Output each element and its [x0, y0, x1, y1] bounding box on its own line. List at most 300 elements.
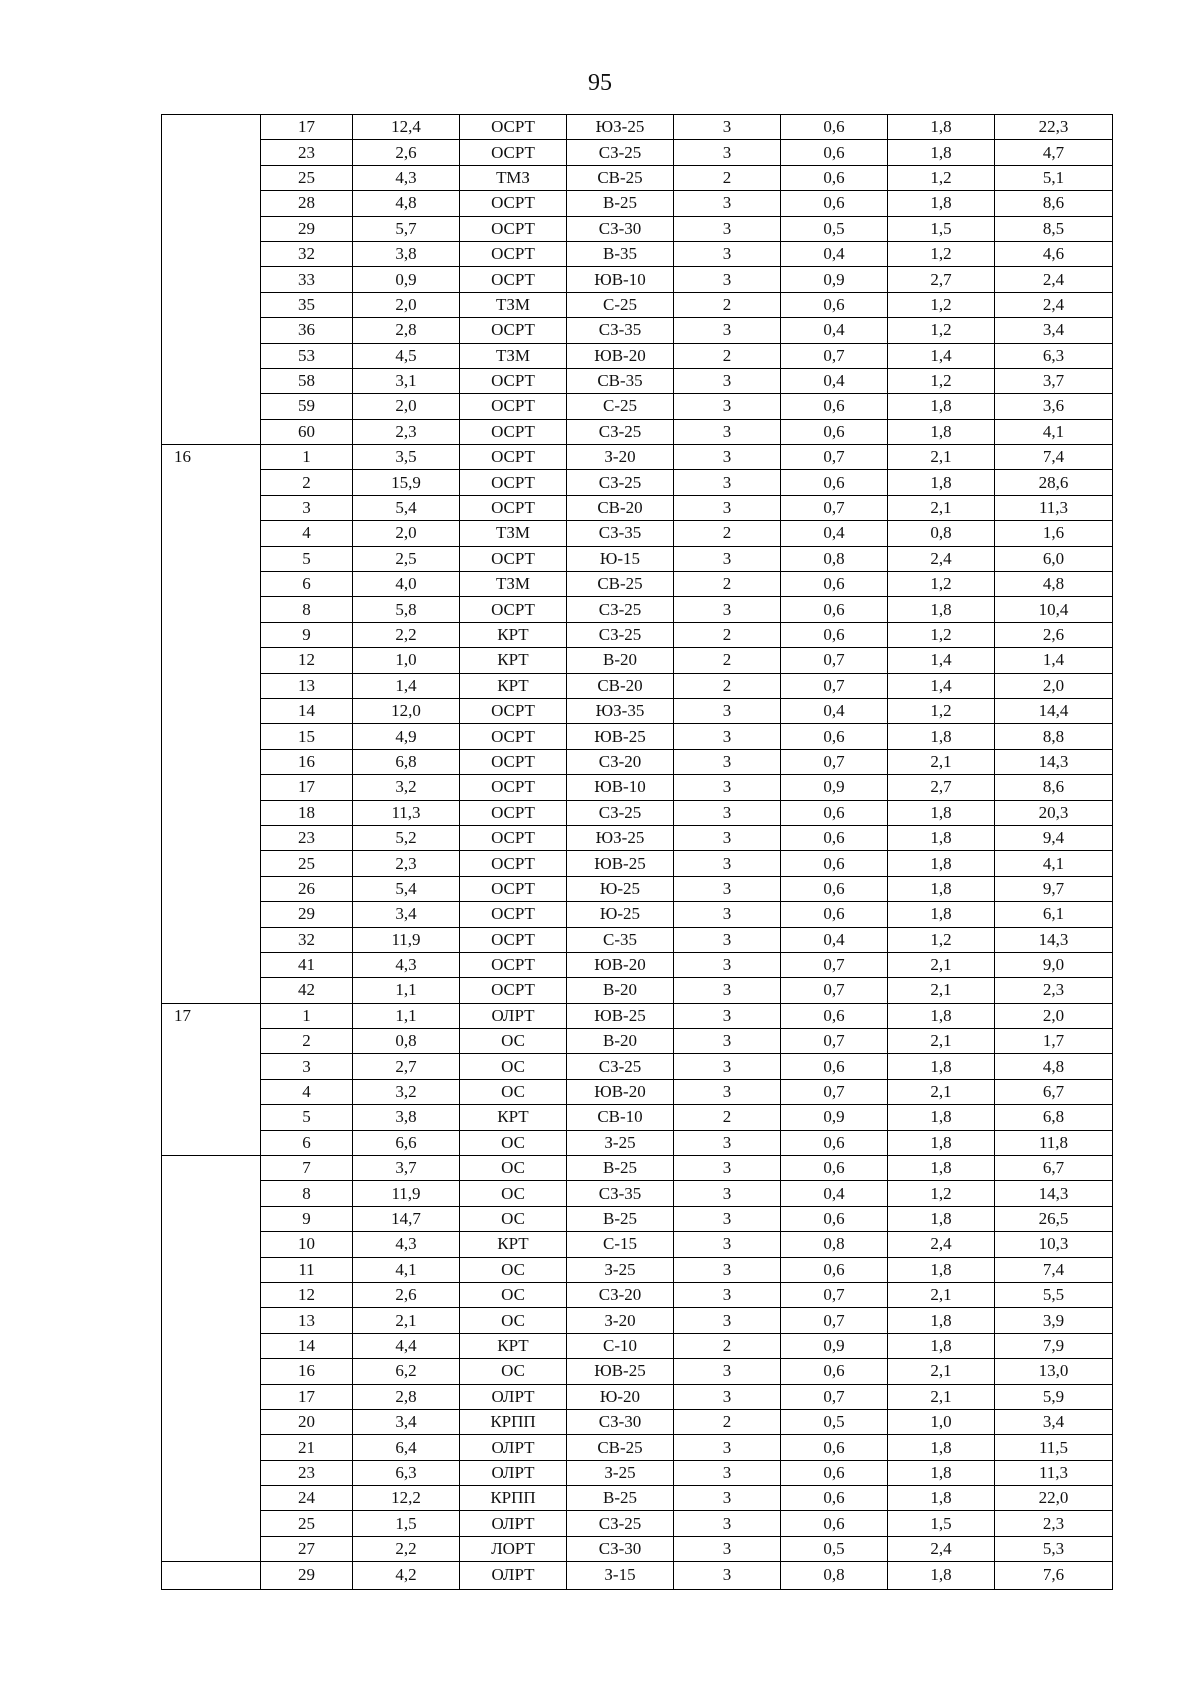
area-cell: 2,5	[353, 546, 460, 571]
factor-cell: 0,7	[781, 343, 888, 368]
area-cell: 5,4	[353, 876, 460, 901]
total-cell: 22,0	[995, 1486, 1113, 1511]
area-cell: 1,5	[353, 1511, 460, 1536]
exposure-cell: СЗ-25	[567, 419, 674, 444]
area-cell: 6,2	[353, 1359, 460, 1384]
group-label-cell: 17	[162, 1003, 261, 1155]
table-row	[162, 394, 1113, 419]
factor-cell: 0,6	[781, 825, 888, 850]
total-cell: 8,8	[995, 724, 1113, 749]
factor-cell: 0,6	[781, 1054, 888, 1079]
table-row	[162, 800, 1113, 825]
type-cell: ОСРТ	[460, 318, 567, 343]
value-cell: 1,8	[888, 115, 995, 140]
area-cell: 1,1	[353, 978, 460, 1003]
total-cell: 4,1	[995, 419, 1113, 444]
table-row	[162, 292, 1113, 317]
class-cell: 3	[674, 1384, 781, 1409]
exposure-cell: СЗ-25	[567, 470, 674, 495]
total-cell: 6,8	[995, 1105, 1113, 1130]
type-cell: ОСРТ	[460, 952, 567, 977]
total-cell: 28,6	[995, 470, 1113, 495]
table-row	[162, 1536, 1113, 1561]
plot-cell: 36	[261, 318, 353, 343]
exposure-cell: ЮЗ-25	[567, 115, 674, 140]
exposure-cell: З-15	[567, 1562, 674, 1589]
table-row	[162, 673, 1113, 698]
plot-cell: 42	[261, 978, 353, 1003]
class-cell: 3	[674, 927, 781, 952]
class-cell: 3	[674, 318, 781, 343]
table-row	[162, 1511, 1113, 1536]
plot-cell: 25	[261, 1511, 353, 1536]
exposure-cell: ЮВ-25	[567, 1359, 674, 1384]
area-cell: 4,3	[353, 165, 460, 190]
area-cell: 11,3	[353, 800, 460, 825]
total-cell: 3,4	[995, 318, 1113, 343]
total-cell: 7,4	[995, 445, 1113, 470]
plot-cell: 7	[261, 1156, 353, 1181]
value-cell: 1,2	[888, 1181, 995, 1206]
type-cell: ОСРТ	[460, 394, 567, 419]
value-cell: 1,8	[888, 597, 995, 622]
area-cell: 2,6	[353, 140, 460, 165]
class-cell: 3	[674, 241, 781, 266]
type-cell: ОС	[460, 1359, 567, 1384]
plot-cell: 33	[261, 267, 353, 292]
plot-cell: 23	[261, 1460, 353, 1485]
factor-cell: 0,4	[781, 1181, 888, 1206]
area-cell: 1,0	[353, 648, 460, 673]
plot-cell: 4	[261, 1079, 353, 1104]
total-cell: 26,5	[995, 1206, 1113, 1231]
type-cell: ОСРТ	[460, 241, 567, 266]
table-row	[162, 140, 1113, 165]
factor-cell: 0,6	[781, 876, 888, 901]
factor-cell: 0,9	[781, 1105, 888, 1130]
plot-cell: 20	[261, 1409, 353, 1434]
factor-cell: 0,6	[781, 724, 888, 749]
factor-cell: 0,5	[781, 216, 888, 241]
class-cell: 3	[674, 115, 781, 140]
value-cell: 1,8	[888, 724, 995, 749]
total-cell: 2,0	[995, 1003, 1113, 1028]
factor-cell: 0,6	[781, 394, 888, 419]
exposure-cell: СВ-10	[567, 1105, 674, 1130]
total-cell: 7,4	[995, 1257, 1113, 1282]
factor-cell: 0,6	[781, 1206, 888, 1231]
factor-cell: 0,4	[781, 521, 888, 546]
value-cell: 2,1	[888, 1079, 995, 1104]
table-row	[162, 1257, 1113, 1282]
exposure-cell: В-25	[567, 1206, 674, 1231]
class-cell: 2	[674, 648, 781, 673]
class-cell: 2	[674, 521, 781, 546]
factor-cell: 0,6	[781, 115, 888, 140]
type-cell: КРТ	[460, 673, 567, 698]
value-cell: 1,2	[888, 318, 995, 343]
area-cell: 3,7	[353, 1156, 460, 1181]
value-cell: 1,8	[888, 1333, 995, 1358]
total-cell: 11,3	[995, 495, 1113, 520]
value-cell: 2,7	[888, 267, 995, 292]
total-cell: 2,4	[995, 292, 1113, 317]
plot-cell: 23	[261, 140, 353, 165]
factor-cell: 0,6	[781, 1257, 888, 1282]
table-row	[162, 597, 1113, 622]
exposure-cell: З-20	[567, 1308, 674, 1333]
value-cell: 1,0	[888, 1409, 995, 1434]
class-cell: 3	[674, 978, 781, 1003]
class-cell: 3	[674, 419, 781, 444]
value-cell: 1,8	[888, 902, 995, 927]
factor-cell: 0,6	[781, 902, 888, 927]
area-cell: 3,5	[353, 445, 460, 470]
value-cell: 1,8	[888, 851, 995, 876]
value-cell: 1,2	[888, 241, 995, 266]
area-cell: 5,8	[353, 597, 460, 622]
class-cell: 3	[674, 495, 781, 520]
area-cell: 12,4	[353, 115, 460, 140]
type-cell: ОСРТ	[460, 470, 567, 495]
value-cell: 1,4	[888, 343, 995, 368]
area-cell: 1,4	[353, 673, 460, 698]
class-cell: 2	[674, 165, 781, 190]
table-row	[162, 1282, 1113, 1307]
factor-cell: 0,6	[781, 1511, 888, 1536]
total-cell: 4,8	[995, 572, 1113, 597]
exposure-cell: СЗ-35	[567, 318, 674, 343]
total-cell: 7,6	[995, 1562, 1113, 1589]
total-cell: 3,4	[995, 1409, 1113, 1434]
exposure-cell: СЗ-30	[567, 1536, 674, 1561]
total-cell: 14,3	[995, 749, 1113, 774]
factor-cell: 0,6	[781, 622, 888, 647]
value-cell: 1,5	[888, 216, 995, 241]
table-row	[162, 749, 1113, 774]
area-cell: 2,7	[353, 1054, 460, 1079]
table-row	[162, 1435, 1113, 1460]
total-cell: 9,0	[995, 952, 1113, 977]
plot-cell: 6	[261, 1130, 353, 1155]
type-cell: ОЛРТ	[460, 1511, 567, 1536]
table-row	[162, 698, 1113, 723]
exposure-cell: СВ-20	[567, 673, 674, 698]
value-cell: 1,8	[888, 1130, 995, 1155]
area-cell: 14,7	[353, 1206, 460, 1231]
plot-cell: 28	[261, 191, 353, 216]
area-cell: 11,9	[353, 927, 460, 952]
class-cell: 3	[674, 597, 781, 622]
type-cell: ОС	[460, 1181, 567, 1206]
area-cell: 6,8	[353, 749, 460, 774]
exposure-cell: ЮВ-10	[567, 267, 674, 292]
area-cell: 2,8	[353, 1384, 460, 1409]
factor-cell: 0,6	[781, 140, 888, 165]
plot-cell: 13	[261, 673, 353, 698]
total-cell: 8,6	[995, 191, 1113, 216]
plot-cell: 29	[261, 1562, 353, 1589]
table-row	[162, 1054, 1113, 1079]
table-row	[162, 1232, 1113, 1257]
value-cell: 2,1	[888, 749, 995, 774]
plot-cell: 16	[261, 1359, 353, 1384]
area-cell: 3,8	[353, 241, 460, 266]
exposure-cell: ЮВ-10	[567, 775, 674, 800]
total-cell: 3,7	[995, 368, 1113, 393]
total-cell: 1,4	[995, 648, 1113, 673]
exposure-cell: З-25	[567, 1257, 674, 1282]
exposure-cell: СЗ-30	[567, 1409, 674, 1434]
type-cell: КРПП	[460, 1486, 567, 1511]
table-row	[162, 825, 1113, 850]
area-cell: 15,9	[353, 470, 460, 495]
exposure-cell: ЮВ-20	[567, 952, 674, 977]
total-cell: 1,6	[995, 521, 1113, 546]
factor-cell: 0,7	[781, 978, 888, 1003]
exposure-cell: В-20	[567, 1029, 674, 1054]
type-cell: ЛОРТ	[460, 1536, 567, 1561]
plot-cell: 12	[261, 1282, 353, 1307]
plot-cell: 6	[261, 572, 353, 597]
exposure-cell: СЗ-20	[567, 1282, 674, 1307]
total-cell: 11,8	[995, 1130, 1113, 1155]
class-cell: 3	[674, 1562, 781, 1589]
value-cell: 1,2	[888, 368, 995, 393]
exposure-cell: СЗ-25	[567, 1054, 674, 1079]
value-cell: 1,8	[888, 825, 995, 850]
type-cell: ОС	[460, 1282, 567, 1307]
factor-cell: 0,4	[781, 368, 888, 393]
type-cell: ОСРТ	[460, 749, 567, 774]
area-cell: 4,4	[353, 1333, 460, 1358]
class-cell: 3	[674, 546, 781, 571]
total-cell: 10,4	[995, 597, 1113, 622]
plot-cell: 9	[261, 622, 353, 647]
factor-cell: 0,6	[781, 851, 888, 876]
total-cell: 6,7	[995, 1079, 1113, 1104]
table-row	[162, 572, 1113, 597]
exposure-cell: З-25	[567, 1460, 674, 1485]
exposure-cell: З-25	[567, 1130, 674, 1155]
area-cell: 4,3	[353, 1232, 460, 1257]
value-cell: 2,7	[888, 775, 995, 800]
table-row	[162, 216, 1113, 241]
total-cell: 2,3	[995, 978, 1113, 1003]
area-cell: 2,3	[353, 851, 460, 876]
area-cell: 2,2	[353, 1536, 460, 1561]
table-row	[162, 495, 1113, 520]
exposure-cell: СЗ-20	[567, 749, 674, 774]
type-cell: ОСРТ	[460, 775, 567, 800]
exposure-cell: Ю-20	[567, 1384, 674, 1409]
value-cell: 1,8	[888, 1003, 995, 1028]
factor-cell: 0,8	[781, 546, 888, 571]
class-cell: 3	[674, 698, 781, 723]
plot-cell: 8	[261, 597, 353, 622]
class-cell: 3	[674, 1536, 781, 1561]
value-cell: 1,8	[888, 419, 995, 444]
plot-cell: 29	[261, 902, 353, 927]
table-row	[162, 165, 1113, 190]
value-cell: 1,8	[888, 1486, 995, 1511]
exposure-cell: В-25	[567, 191, 674, 216]
plot-cell: 25	[261, 165, 353, 190]
plot-cell: 32	[261, 241, 353, 266]
factor-cell: 0,5	[781, 1409, 888, 1434]
class-cell: 2	[674, 1105, 781, 1130]
table-row	[162, 1333, 1113, 1358]
area-cell: 6,4	[353, 1435, 460, 1460]
type-cell: ОС	[460, 1257, 567, 1282]
class-cell: 3	[674, 1460, 781, 1485]
type-cell: ОСРТ	[460, 546, 567, 571]
plot-cell: 32	[261, 927, 353, 952]
plot-cell: 53	[261, 343, 353, 368]
area-cell: 12,0	[353, 698, 460, 723]
plot-cell: 12	[261, 648, 353, 673]
total-cell: 8,6	[995, 775, 1113, 800]
area-cell: 2,0	[353, 292, 460, 317]
table-row	[162, 191, 1113, 216]
class-cell: 3	[674, 1029, 781, 1054]
exposure-cell: ЮВ-25	[567, 724, 674, 749]
factor-cell: 0,6	[781, 1460, 888, 1485]
class-cell: 3	[674, 1003, 781, 1028]
class-cell: 3	[674, 1511, 781, 1536]
area-cell: 5,2	[353, 825, 460, 850]
factor-cell: 0,9	[781, 775, 888, 800]
plot-cell: 60	[261, 419, 353, 444]
plot-cell: 2	[261, 1029, 353, 1054]
factor-cell: 0,7	[781, 1029, 888, 1054]
table-row	[162, 648, 1113, 673]
factor-cell: 0,7	[781, 495, 888, 520]
exposure-cell: В-20	[567, 648, 674, 673]
value-cell: 1,8	[888, 800, 995, 825]
total-cell: 22,3	[995, 115, 1113, 140]
total-cell: 5,9	[995, 1384, 1113, 1409]
total-cell: 1,7	[995, 1029, 1113, 1054]
class-cell: 3	[674, 1079, 781, 1104]
value-cell: 2,1	[888, 1384, 995, 1409]
exposure-cell: СЗ-25	[567, 140, 674, 165]
area-cell: 0,8	[353, 1029, 460, 1054]
table-row	[162, 546, 1113, 571]
class-cell: 2	[674, 572, 781, 597]
area-cell: 2,0	[353, 394, 460, 419]
value-cell: 2,1	[888, 445, 995, 470]
plot-cell: 25	[261, 851, 353, 876]
class-cell: 3	[674, 902, 781, 927]
table-row	[162, 622, 1113, 647]
type-cell: ОСРТ	[460, 800, 567, 825]
table-row	[162, 1105, 1113, 1130]
type-cell: ОЛРТ	[460, 1562, 567, 1589]
table-row	[162, 318, 1113, 343]
exposure-cell: СЗ-25	[567, 800, 674, 825]
total-cell: 2,6	[995, 622, 1113, 647]
factor-cell: 0,7	[781, 1384, 888, 1409]
value-cell: 1,2	[888, 698, 995, 723]
area-cell: 4,2	[353, 1562, 460, 1589]
factor-cell: 0,6	[781, 1359, 888, 1384]
total-cell: 11,3	[995, 1460, 1113, 1485]
class-cell: 3	[674, 1257, 781, 1282]
type-cell: ОСРТ	[460, 597, 567, 622]
exposure-cell: ЮВ-20	[567, 343, 674, 368]
area-cell: 4,1	[353, 1257, 460, 1282]
type-cell: ОСРТ	[460, 876, 567, 901]
total-cell: 6,1	[995, 902, 1113, 927]
table-row	[162, 927, 1113, 952]
type-cell: КРТ	[460, 1105, 567, 1130]
factor-cell: 0,4	[781, 698, 888, 723]
area-cell: 3,4	[353, 902, 460, 927]
plot-cell: 23	[261, 825, 353, 850]
value-cell: 1,2	[888, 572, 995, 597]
total-cell: 5,1	[995, 165, 1113, 190]
group-label-cell	[162, 1562, 261, 1589]
plot-cell: 16	[261, 749, 353, 774]
type-cell: ОСРТ	[460, 902, 567, 927]
table-row	[162, 1409, 1113, 1434]
factor-cell: 0,6	[781, 572, 888, 597]
type-cell: КРТ	[460, 648, 567, 673]
type-cell: ОС	[460, 1308, 567, 1333]
total-cell: 5,5	[995, 1282, 1113, 1307]
factor-cell: 0,4	[781, 241, 888, 266]
class-cell: 2	[674, 622, 781, 647]
exposure-cell: СЗ-35	[567, 1181, 674, 1206]
factor-cell: 0,7	[781, 1079, 888, 1104]
plot-cell: 3	[261, 1054, 353, 1079]
class-cell: 3	[674, 800, 781, 825]
value-cell: 1,8	[888, 140, 995, 165]
exposure-cell: СЗ-35	[567, 521, 674, 546]
type-cell: ОСРТ	[460, 216, 567, 241]
table-row	[162, 1156, 1113, 1181]
value-cell: 1,2	[888, 622, 995, 647]
exposure-cell: С-25	[567, 394, 674, 419]
factor-cell: 0,7	[781, 749, 888, 774]
value-cell: 1,8	[888, 1206, 995, 1231]
type-cell: ТЗМ	[460, 292, 567, 317]
total-cell: 2,4	[995, 267, 1113, 292]
class-cell: 2	[674, 292, 781, 317]
total-cell: 8,5	[995, 216, 1113, 241]
class-cell: 3	[674, 394, 781, 419]
table-row	[162, 368, 1113, 393]
total-cell: 6,7	[995, 1156, 1113, 1181]
factor-cell: 0,6	[781, 470, 888, 495]
total-cell: 10,3	[995, 1232, 1113, 1257]
class-cell: 3	[674, 1486, 781, 1511]
factor-cell: 0,6	[781, 800, 888, 825]
plot-cell: 14	[261, 1333, 353, 1358]
table-row	[162, 1206, 1113, 1231]
factor-cell: 0,7	[781, 648, 888, 673]
class-cell: 2	[674, 343, 781, 368]
area-cell: 2,6	[353, 1282, 460, 1307]
type-cell: КРТ	[460, 1333, 567, 1358]
exposure-cell: В-25	[567, 1486, 674, 1511]
factor-cell: 0,6	[781, 1435, 888, 1460]
plot-cell: 17	[261, 1384, 353, 1409]
value-cell: 2,1	[888, 495, 995, 520]
factor-cell: 0,7	[781, 1308, 888, 1333]
factor-cell: 0,4	[781, 927, 888, 952]
